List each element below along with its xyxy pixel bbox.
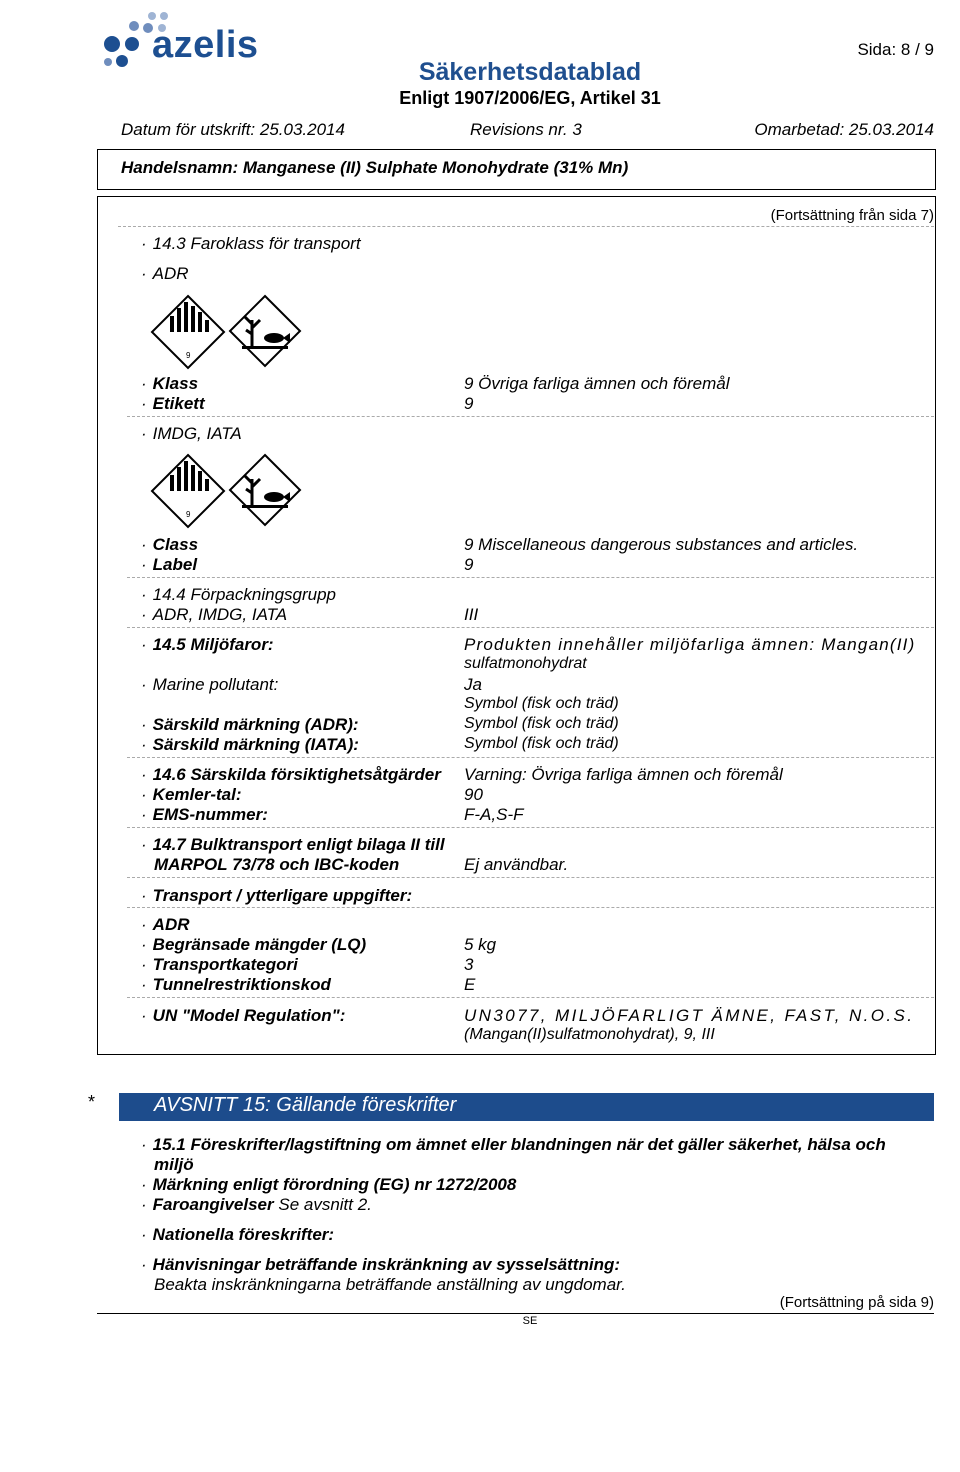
ems-label: · EMS-nummer: [141,805,268,824]
tunnel-code-value: E [464,975,476,994]
label-value: 9 [464,555,474,574]
transport-category-value: 3 [464,955,474,974]
klass-value: 9 Övriga farliga ämnen och föremål [464,374,730,393]
svg-text:9: 9 [186,510,191,519]
change-marker: * [88,1092,96,1112]
svg-text:9: 9 [186,351,191,360]
heading-14-5: · 14.5 Miljöfaror: [141,635,274,654]
un-model-regulation-value-1: UN3077, MILJÖFARLIGT ÄMNE, FAST, N.O.S. [464,1006,915,1025]
tunnel-code-label: · Tunnelrestriktionskod [141,975,331,994]
heading-15-1-line2: miljö [154,1155,194,1174]
environment-hazard-icon [228,294,302,368]
footer-rule [97,1313,934,1314]
adr-label: · ADR [141,264,189,283]
logo-wordmark: azelis [152,24,259,66]
class-9-hazard-icon-imdg [150,453,226,529]
etikett-value: 9 [464,394,474,413]
section-15-title: AVSNITT 15: Gällande föreskrifter [154,1094,457,1116]
hazard-statements: · Faroangivelser Se avsnitt 2. [141,1195,372,1214]
imdg-iata-label: · IMDG, IATA [141,424,242,443]
page-number: Sida: 8 / 9 [857,40,934,59]
document-subtitle: Enligt 1907/2006/EG, Artikel 31 [399,88,661,108]
employment-restrictions-value: Beakta inskränkningarna beträffande anställning av ungdomar. [154,1275,626,1294]
class-9-hazard-icon [150,294,226,370]
limited-quantity-label: · Begränsade mängder (LQ) [141,935,367,954]
heading-14-3: · 14.3 Faroklass för transport [141,234,361,253]
etikett-label: · Etikett [141,394,205,413]
special-marking-iata-value: Symbol (fisk och träd) [464,735,619,752]
label-label: · Label [141,555,198,574]
transport-adr-label: · ADR [141,915,190,934]
kemler-value: 90 [464,785,483,804]
limited-quantity-value: 5 kg [464,935,497,954]
print-date: Datum för utskrift: 25.03.2014 [121,120,345,139]
document-title: Säkerhetsdatablad [418,58,642,86]
transport-category-label: · Transportkategori [141,955,298,974]
environment-hazard-icon-imdg [228,453,302,527]
kemler-label: · Kemler-tal: [141,785,242,804]
heading-14-6: · 14.6 Särskilda försiktighetsåtgärder [141,765,441,784]
env-hazard-value-1: Produkten innehåller miljöfarliga ämnen: Mangan(II) [464,635,916,654]
marine-pollutant-label: · Marine pollutant: [141,675,279,694]
un-model-regulation-value-2: (Mangan(II)sulfatmonohydrat), 9, III [464,1026,715,1043]
bulk-transport-value: Ej användbar. [464,855,569,874]
heading-15-1: · 15.1 Föreskrifter/lagstiftning om ämnet eller blandningen när det gäller säkerhet, hälsa och [141,1135,886,1154]
marine-pollutant-symbol: Symbol (fisk och träd) [464,695,619,712]
country-code: SE [522,1315,538,1327]
revision-number: Revisions nr. 3 [470,120,582,139]
packing-group-value: III [464,605,479,624]
klass-label: · Klass [141,374,199,393]
heading-14-7-line2: MARPOL 73/78 och IBC-koden [154,855,400,874]
clp-marking-label: · Märkning enligt förordning (EG) nr 1272/2008 [141,1175,517,1194]
product-name: Handelsnamn: Manganese (II) Sulphate Monohydrate (31% Mn) [121,158,629,177]
special-marking-iata-label: · Särskild märkning (IATA): [141,735,359,754]
class-label: · Class [141,535,199,554]
heading-14-4: · 14.4 Förpackningsgrupp [141,585,337,604]
packing-group-label: · ADR, IMDG, IATA [141,605,288,624]
revised-date: Omarbetad: 25.03.2014 [754,120,934,139]
transport-additional-heading: · Transport / ytterligare uppgifter: [141,886,413,905]
continued-to: (Fortsättning på sida 9) [779,1294,934,1311]
env-hazard-value-2: sulfatmonohydrat [464,655,587,672]
national-regulations-label: · Nationella föreskrifter: [141,1225,335,1244]
continued-from: (Fortsättning från sida 7) [770,207,934,224]
ems-value: F-A,S-F [464,805,524,824]
un-model-regulation-label: · UN "Model Regulation": [141,1006,346,1025]
class-value: 9 Miscellaneous dangerous substances and articles. [464,535,859,554]
special-marking-adr-value: Symbol (fisk och träd) [464,715,619,732]
special-marking-adr-label: · Särskild märkning (ADR): [141,715,359,734]
heading-14-7-line1: · 14.7 Bulktransport enligt bilaga II till [141,835,445,854]
marine-pollutant-value: Ja [464,675,482,694]
precautions-value: Varning: Övriga farliga ämnen och föremål [464,765,783,784]
employment-restrictions-label: · Hänvisningar beträffande inskränkning av sysselsättning: [141,1255,620,1274]
